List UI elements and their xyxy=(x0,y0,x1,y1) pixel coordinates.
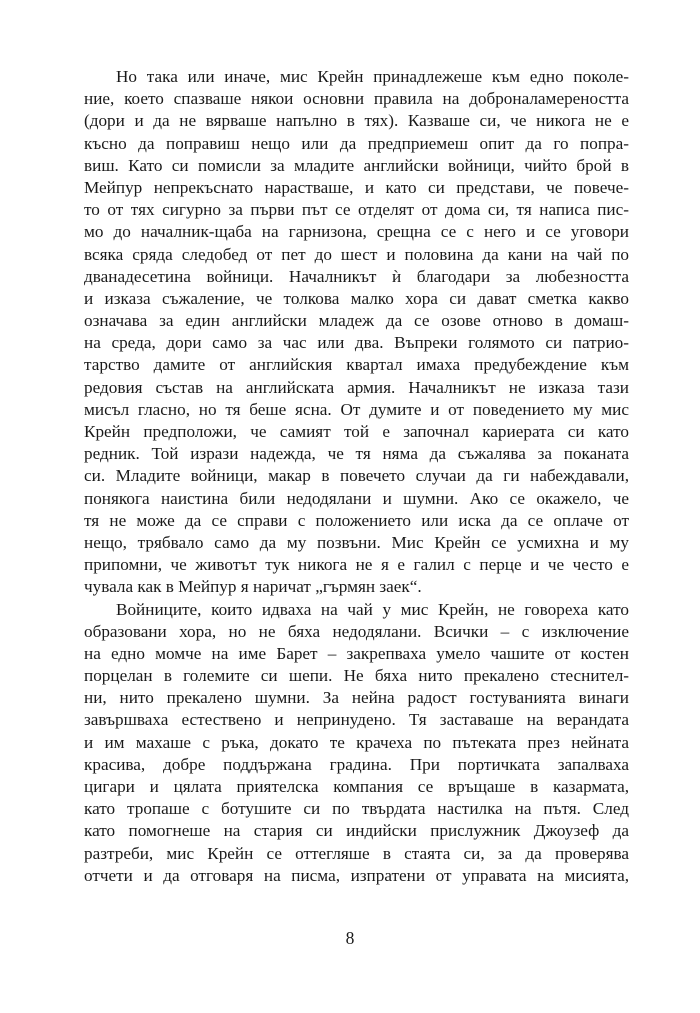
text-line: си. Младите войници, макар в повечето случаи да ги набеждавали, xyxy=(84,466,629,486)
text-line: разтреби, мис Крейн се оттегляше в стаята си, за да проверява xyxy=(84,843,629,863)
text-line: цигари и цялата приятелска компания се връщаше в казармата, xyxy=(84,777,629,796)
paragraph-1 xyxy=(84,66,629,599)
text-line: означава за един английски младеж да се озове отново в домаш- xyxy=(84,311,629,331)
text-line: редовия състав на английската армия. Началникът не изказа тази xyxy=(84,377,629,397)
text-line: нещо, трябвало само да му позвъни. Мис Крейн се усмихна и му xyxy=(84,532,629,552)
text-line: като тропаше с ботушите си по твърдата настилка на пътя. След xyxy=(84,799,629,819)
text-line: късно да поправиш нещо или да предприемеш опит да го попра- xyxy=(84,133,629,153)
text-line: Но така или иначе, мис Крейн принадлежеше към едно поколе- xyxy=(116,67,629,86)
text-line: Войниците, които идваха на чай у мис Крейн, не говореха като xyxy=(116,599,629,619)
text-line: на едно момче на име Барет – закрепваха умело чашите от костен xyxy=(84,643,629,663)
page-number: 8 xyxy=(345,928,355,948)
text-line: и изказа съжаление, че толкова малко хора си дават сметка какво xyxy=(84,288,629,308)
text-line: тарство дамите от английския квартал имаха предубеждение към xyxy=(84,355,629,375)
text-line: завършваха естествено и непринудено. Тя заставаше на верандата xyxy=(84,710,629,730)
text-line: редник. Той изрази надежда, че тя няма да съжалява за поканата xyxy=(84,444,629,464)
text-line: Мейпур непрекъснато нарастваше, и като си представи, че повече- xyxy=(84,177,629,197)
text-line: понякога наистина били недодялани и шумни. Ако се окажело, че xyxy=(84,488,629,508)
text-line: Крейн предположи, че самият той е започнал кариерата си като xyxy=(84,422,629,441)
text-line: и им махаше с ръка, докато те крачеха по пътеката през нейната xyxy=(84,732,629,752)
text-line: като помогнеше на стария си индийски прислужник Джоузеф да xyxy=(84,821,629,841)
text-line: чувала как в Мейпур я наричат „гърмян заек“. xyxy=(84,577,422,597)
text-line: мо до началник-щаба на гарнизона, срещна се с него и се уговори xyxy=(84,222,629,242)
text-line: виш. Като си помисли за младите английски войници, чийто брой в xyxy=(84,155,629,175)
text-line: ни, нито прекалено шумни. За нейна радост гостуванията винаги xyxy=(84,688,629,708)
text-line: ние, което спазваше някои основни правила на доброналамереността xyxy=(84,89,629,109)
text-line: порцелан в големите си шепи. Не бяха нито прекалено стеснител- xyxy=(84,666,629,686)
text-line: всяка сряда следобед от пет до шест и половина да кани на чай по xyxy=(84,244,629,264)
text-line: дванадесетина войници. Началникът ѝ благодари за любезността xyxy=(84,266,629,286)
paragraph-2 xyxy=(84,599,629,887)
text-line: образовани хора, но не бяха недодялани. Всички – с изключение xyxy=(84,621,629,641)
text-line: мисъл гласно, но тя беше ясна. От думите и от поведението му мис xyxy=(84,399,629,419)
text-line: припомни, че животът тук никога не я е галил с перце и че често е xyxy=(84,555,629,575)
text-line: (дори и да не вярваше напълно в тях). Казваше си, че никога не е xyxy=(84,111,629,131)
text-line: то от тях сигурно за първи път се отделят от дома си, тя написа пис- xyxy=(84,200,629,220)
text-line: тя не може да се справи с положението или иска да се оплаче от xyxy=(84,510,629,530)
body-text xyxy=(84,66,629,887)
text-line: на среда, дори само за час или два. Въпреки голямото си патрио- xyxy=(84,333,629,353)
text-line: отчети и да отговаря на писма, изпратени от управата на мисията, xyxy=(84,865,629,885)
text-line: красива, добре поддържана градина. При портичката запалваха xyxy=(84,754,629,774)
